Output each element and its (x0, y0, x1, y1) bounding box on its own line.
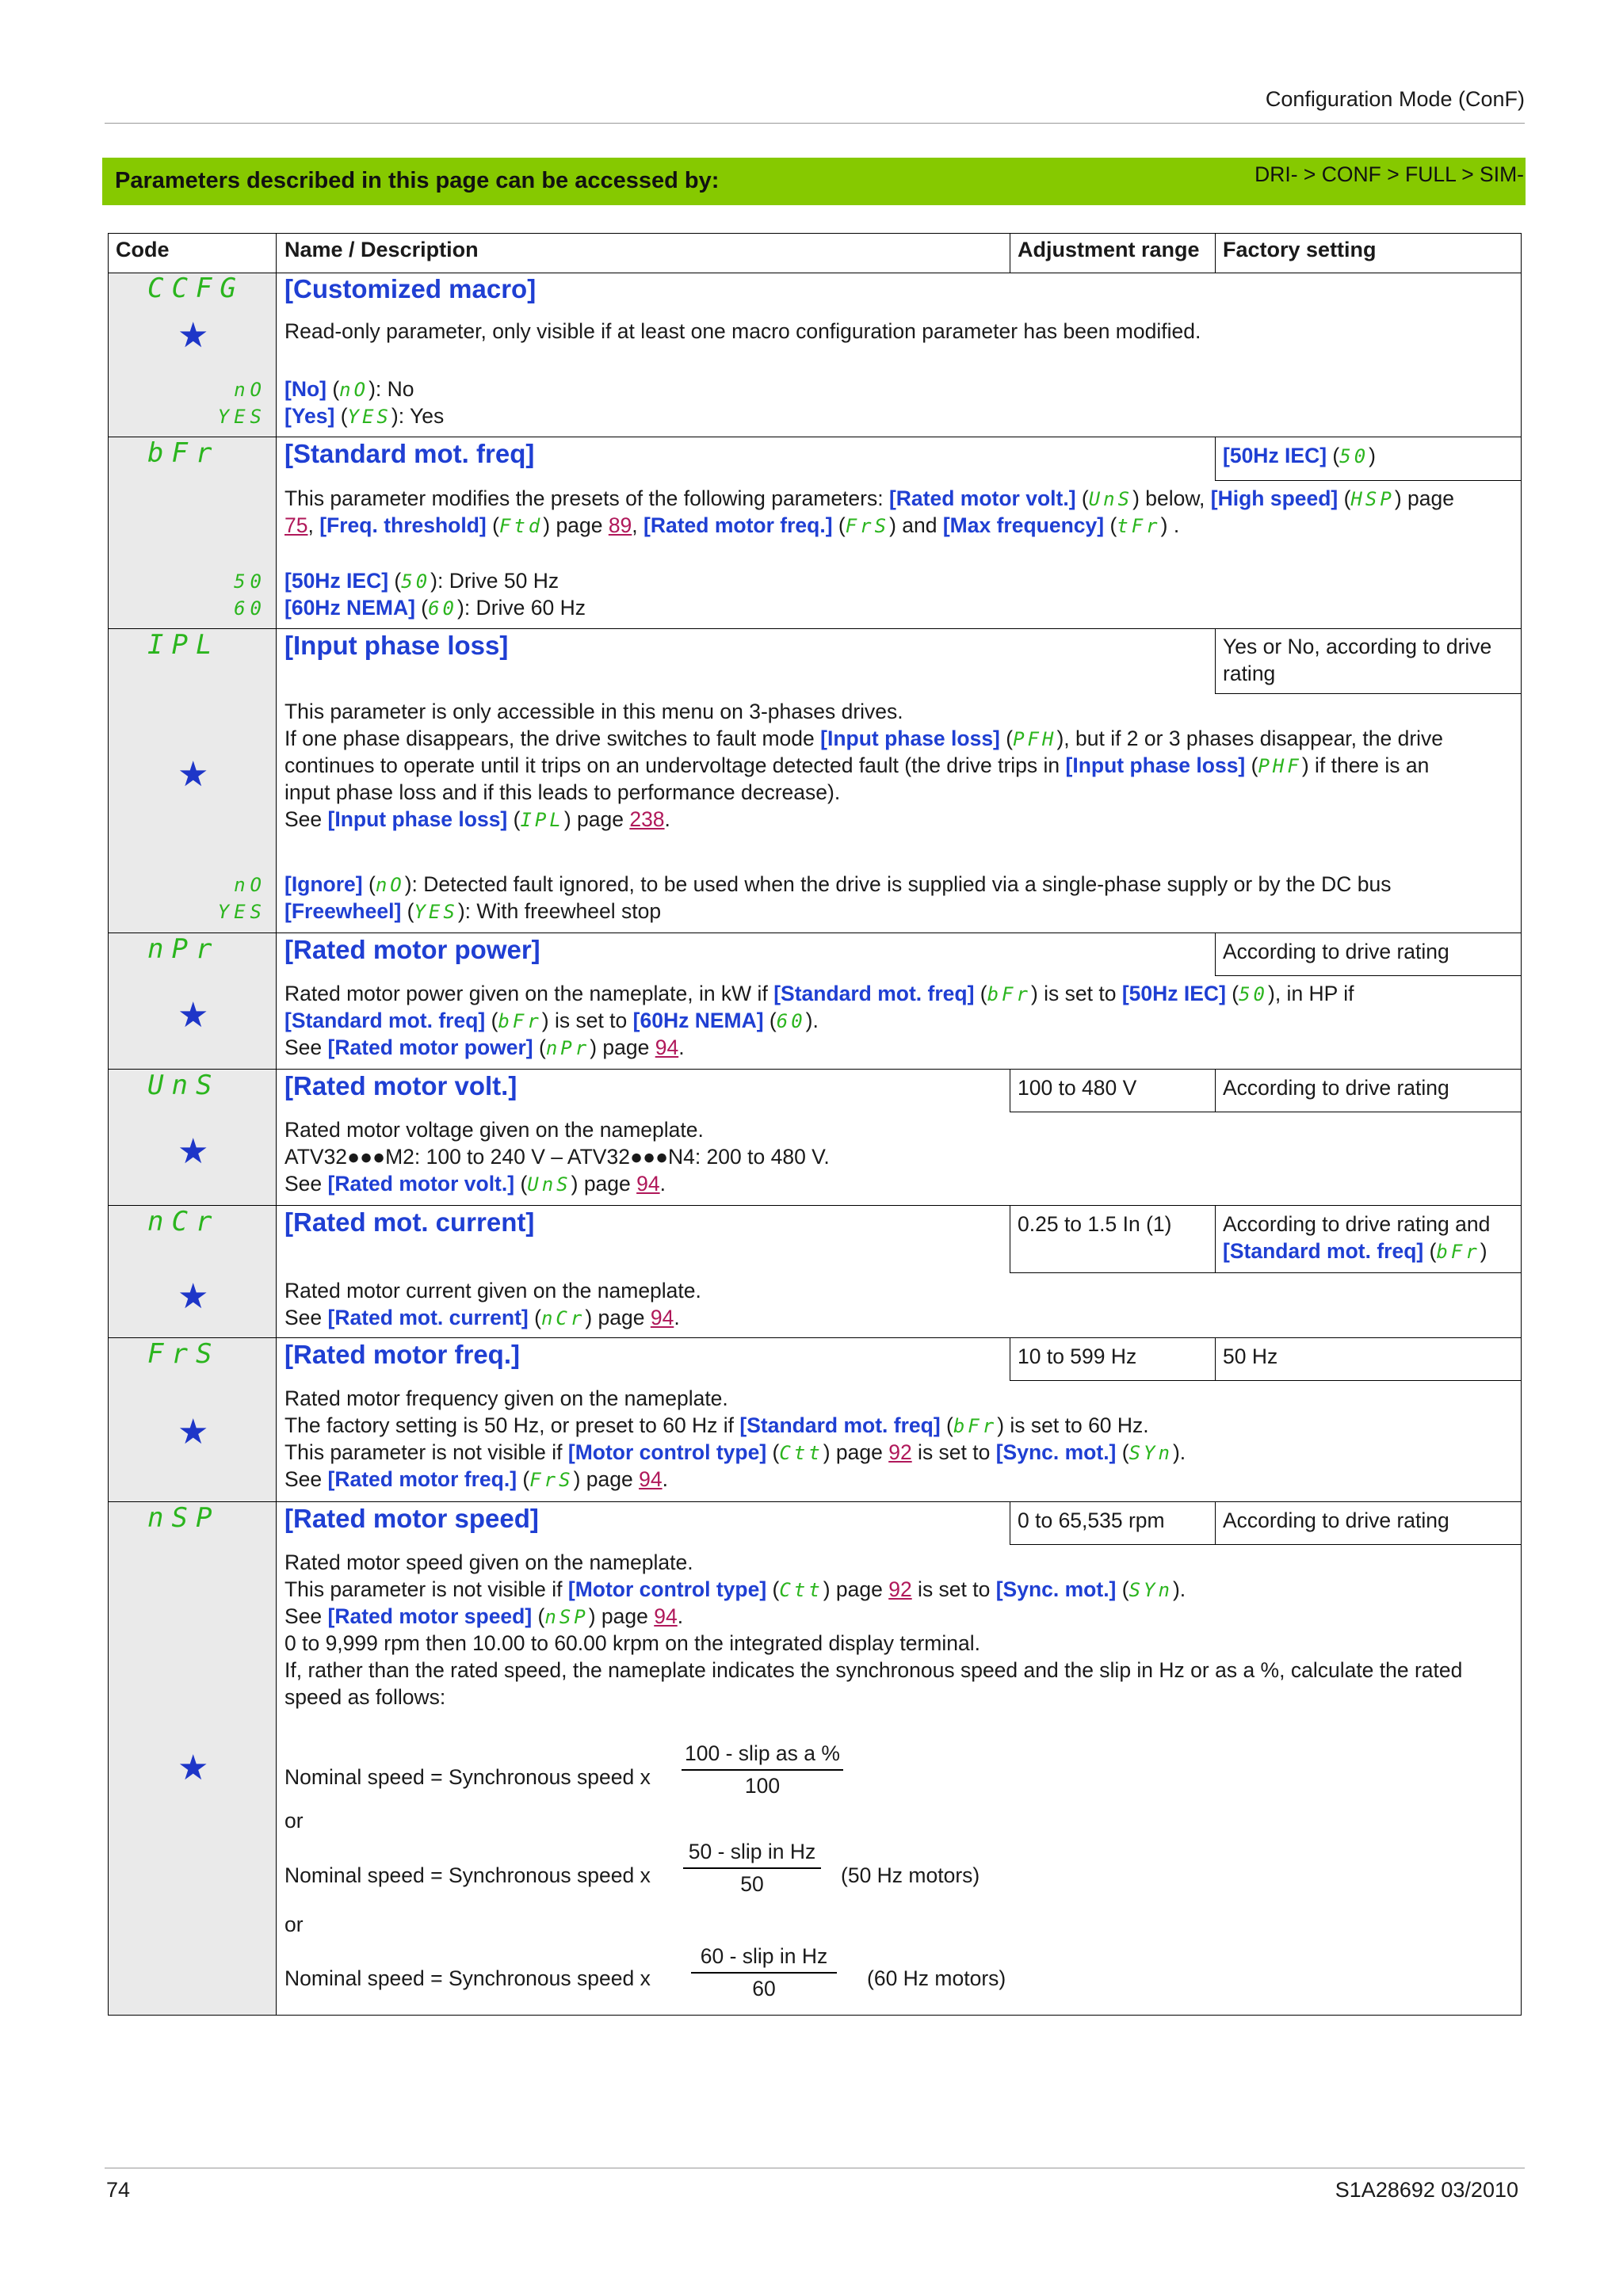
option-line: [Freewheel] (YES): With freewheel stop (285, 899, 662, 923)
option-line: [50Hz IEC] (50): Drive 50 Hz (285, 569, 559, 593)
row-divider (108, 628, 1522, 629)
param-code: nCr (147, 1206, 220, 1238)
star-icon: ★ (178, 1749, 209, 1787)
param-code: FrS (147, 1338, 220, 1370)
cell-divider (1215, 1337, 1216, 1381)
option-line: [60Hz NEMA] (60): Drive 60 Hz (285, 596, 586, 620)
page-number: 74 (106, 2178, 131, 2202)
param-description: See [Rated motor speed] (nSP) page 94. (285, 1604, 684, 1628)
page-header-title: Configuration Mode (ConF) (1265, 87, 1525, 111)
param-description: Rated motor power given on the nameplate, in kW if [Standard mot. freq] (bFr) is set to [50Hz IEC] (50), in HP if (285, 982, 1354, 1005)
param-description: [Standard mot. freq] (bFr) is set to [60Hz NEMA] (60). (285, 1009, 819, 1032)
adjustment-range: 100 to 480 V (1018, 1076, 1137, 1100)
formula-lhs: Nominal speed = Synchronous speed x (285, 1863, 651, 1887)
cell-rule (1215, 693, 1522, 694)
row-divider (108, 1337, 1522, 1338)
param-description: Rated motor current given on the nameplate. (285, 1279, 701, 1302)
star-icon: ★ (178, 1132, 209, 1171)
page-link[interactable]: 238 (629, 807, 665, 831)
param-description: continues to operate until it trips on an undervoltage detected fault (the drive trips in [Input phase loss] (PHF) if there is an (285, 753, 1430, 777)
factory-setting: According to drive rating (1223, 940, 1449, 963)
param-code: UnS (147, 1070, 220, 1101)
param-description: Read-only parameter, only visible if at least one macro configuration parameter has been modified. (285, 319, 1201, 343)
page-link[interactable]: 75 (285, 513, 308, 537)
param-title: [Rated motor freq.] (285, 1340, 520, 1369)
cell-divider (1215, 1069, 1216, 1112)
param-description: 75, [Freq. threshold] (Ftd) page 89, [Rated motor freq.] (FrS) and [Max frequency] (tFr) . (285, 513, 1180, 537)
cell-rule (1010, 1272, 1522, 1273)
param-title: [Rated motor speed] (285, 1504, 539, 1533)
row-divider (108, 1501, 1522, 1502)
factory-setting: According to drive rating (1223, 1076, 1449, 1100)
page-link[interactable]: 89 (608, 513, 632, 537)
param-title: [Customized macro] (285, 274, 537, 303)
page-link[interactable]: 92 (888, 1577, 912, 1601)
factory-setting: [Standard mot. freq] (bFr) (1223, 1239, 1487, 1263)
param-description: input phase loss and if this leads to performance decrease). (285, 780, 841, 804)
page-link[interactable]: 94 (636, 1172, 660, 1196)
row-divider (108, 1205, 1522, 1206)
page-link[interactable]: 94 (654, 1604, 678, 1628)
param-description: See [Rated motor freq.] (FrS) page 94. (285, 1467, 668, 1491)
cell-rule (1215, 480, 1522, 481)
param-description: speed as follows: (285, 1685, 446, 1709)
formula-fraction (682, 1740, 843, 1800)
star-icon: ★ (178, 755, 209, 794)
param-code: nSP (147, 1502, 220, 1534)
access-band (102, 158, 1526, 205)
cell-rule (1010, 1380, 1522, 1381)
page-link[interactable]: 94 (650, 1306, 674, 1329)
fraction-numerator: 60 - slip in Hz (691, 1943, 837, 1974)
param-description: If one phase disappears, the drive switches to fault mode [Input phase loss] (PFH), but if 2 or 3 phases disappear, the drive (285, 727, 1444, 750)
cell-divider (1215, 628, 1216, 694)
formula-lhs: Nominal speed = Synchronous speed x (285, 1966, 651, 1990)
row-divider (108, 1069, 1522, 1070)
param-description: ATV32●●●M2: 100 to 240 V – ATV32●●●N4: 200 to 480 V. (285, 1145, 830, 1169)
cell-divider (1215, 933, 1216, 976)
param-description: See [Rated mot. current] (nCr) page 94. (285, 1306, 680, 1329)
factory-setting: Yes or No, according to drive (1223, 635, 1492, 658)
param-description: Rated motor frequency given on the nameplate. (285, 1386, 728, 1410)
formula-fraction (683, 1838, 821, 1898)
param-description: This parameter modifies the presets of the following parameters: [Rated motor volt.] (UnS) below, [High speed] (HSP) page (285, 486, 1454, 510)
cell-divider (1215, 1205, 1216, 1273)
param-code: nPr (147, 933, 220, 965)
factory-setting: [50Hz IEC] (50) (1223, 444, 1376, 467)
factory-setting: rating (1223, 662, 1276, 685)
param-code: CCFG (147, 273, 244, 304)
cell-divider (1215, 437, 1216, 481)
star-icon: ★ (178, 316, 209, 355)
param-title: [Rated motor volt.] (285, 1071, 517, 1100)
option-line: [Yes] (YES): Yes (285, 404, 445, 428)
param-description: This parameter is not visible if [Motor control type] (Ctt) page 92 is set to [Sync. mot.] (SYn). (285, 1577, 1186, 1601)
column-header-name: Name / Description (285, 238, 479, 261)
factory-setting: According to drive rating (1223, 1508, 1449, 1532)
cell-rule (1010, 1544, 1522, 1545)
formula-or: or (285, 1809, 304, 1833)
header-divider (1215, 233, 1216, 273)
formula-note: (50 Hz motors) (841, 1863, 980, 1887)
header-rule (105, 123, 1525, 124)
param-code: bFr (147, 437, 220, 469)
option-line: [No] (nO): No (285, 377, 414, 401)
param-code: IPL (147, 629, 220, 661)
param-description: See [Rated motor power] (nPr) page 94. (285, 1035, 685, 1059)
code-column-rule (276, 233, 277, 2016)
param-title: [Input phase loss] (285, 631, 509, 660)
access-path: DRI- > CONF > FULL > SIM- (1254, 162, 1524, 186)
formula-or: or (285, 1913, 304, 1936)
fraction-denominator: 60 (752, 1977, 776, 2000)
fraction-denominator: 50 (740, 1872, 764, 1896)
option-code: YES (217, 901, 266, 923)
option-code: nO (234, 379, 266, 401)
cell-rule (1215, 975, 1522, 976)
fraction-denominator: 100 (744, 1774, 781, 1798)
formula-note: (60 Hz motors) (867, 1966, 1006, 1990)
star-icon: ★ (178, 1413, 209, 1451)
option-code: 50 (234, 570, 266, 593)
page-link[interactable]: 92 (888, 1440, 912, 1464)
star-icon: ★ (178, 1277, 209, 1316)
column-header-code: Code (116, 238, 170, 261)
param-title: [Rated motor power] (285, 935, 540, 964)
param-description: Rated motor speed given on the nameplate. (285, 1550, 693, 1574)
param-description: See [Rated motor volt.] (UnS) page 94. (285, 1172, 666, 1196)
adjustment-range: 0.25 to 1.5 In (1) (1018, 1212, 1172, 1236)
document-reference: S1A28692 03/2010 (1335, 2178, 1518, 2202)
param-description: If, rather than the rated speed, the nameplate indicates the synchronous speed and the slip in Hz or as a %, calculate the rated (285, 1658, 1463, 1682)
fraction-numerator: 100 - slip as a % (682, 1740, 843, 1771)
param-description: 0 to 9,999 rpm then 10.00 to 60.00 krpm on the integrated display terminal. (285, 1631, 980, 1655)
param-description: This parameter is only accessible in this menu on 3-phases drives. (285, 700, 903, 723)
param-description: Rated motor voltage given on the nameplate. (285, 1118, 704, 1142)
page-link[interactable]: 94 (655, 1035, 679, 1059)
adjustment-range: 10 to 599 Hz (1018, 1344, 1137, 1368)
factory-setting: According to drive rating and (1223, 1212, 1491, 1236)
param-description: See [Input phase loss] (IPL) page 238. (285, 807, 670, 831)
access-band-title: Parameters described in this page can be accessed by: (115, 168, 720, 193)
fraction-numerator: 50 - slip in Hz (683, 1838, 821, 1869)
param-description: The factory setting is 50 Hz, or preset to 60 Hz if [Standard mot. freq] (bFr) is set to 60 Hz. (285, 1413, 1149, 1437)
formula-lhs: Nominal speed = Synchronous speed x (285, 1765, 651, 1789)
param-title: [Rated mot. current] (285, 1207, 535, 1237)
star-icon: ★ (178, 996, 209, 1035)
option-code: 60 (234, 597, 266, 620)
param-title: [Standard mot. freq] (285, 439, 535, 468)
param-description: This parameter is not visible if [Motor control type] (Ctt) page 92 is set to [Sync. mot.] (SYn). (285, 1440, 1186, 1464)
option-line: [Ignore] (nO): Detected fault ignored, to be used when the drive is supplied via a single-phase supply or by the DC bus (285, 872, 1392, 896)
page-link[interactable]: 94 (639, 1467, 663, 1491)
adjustment-range: 0 to 65,535 rpm (1018, 1508, 1165, 1532)
column-header-range: Adjustment range (1018, 238, 1200, 261)
option-code: nO (234, 874, 266, 896)
formula-fraction (691, 1943, 837, 2003)
factory-setting: 50 Hz (1223, 1344, 1278, 1368)
cell-divider (1215, 1501, 1216, 1545)
column-header-factory: Factory setting (1223, 238, 1377, 261)
option-code: YES (217, 406, 266, 428)
